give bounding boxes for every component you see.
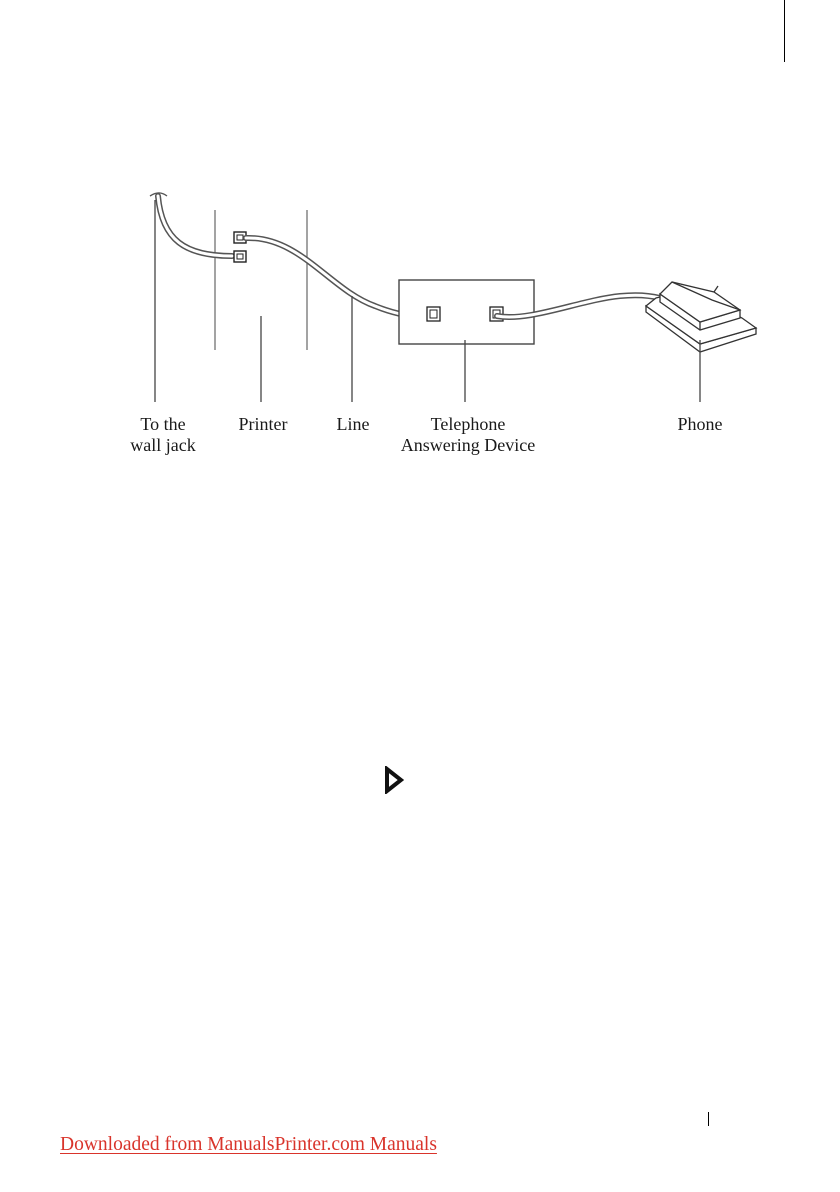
right-triangle-icon: [384, 766, 404, 794]
label-wall-jack: [118, 414, 208, 456]
label-tad-line1: Telephone: [430, 414, 506, 434]
label-line: Line: [336, 414, 370, 434]
label-answering-device: [388, 414, 548, 456]
wall-jack-cable-outline: [158, 196, 232, 256]
fax-connection-diagram: [0, 0, 840, 500]
label-tad-line2: Answering Device: [400, 435, 536, 455]
phone-icon: [646, 282, 756, 352]
page-number-rule: [708, 1112, 709, 1126]
label-printer: Printer: [238, 414, 288, 434]
answering-device-box: [399, 280, 534, 344]
tad-port-in: [427, 307, 440, 321]
wall-jack-cable: [158, 196, 232, 256]
footer-download-link[interactable]: Downloaded from ManualsPrinter.com Manuals: [60, 1134, 437, 1155]
label-wall-jack-line2: wall jack: [130, 435, 196, 455]
label-phone: Phone: [677, 414, 723, 434]
label-wall-jack-line1: To the: [140, 414, 186, 434]
